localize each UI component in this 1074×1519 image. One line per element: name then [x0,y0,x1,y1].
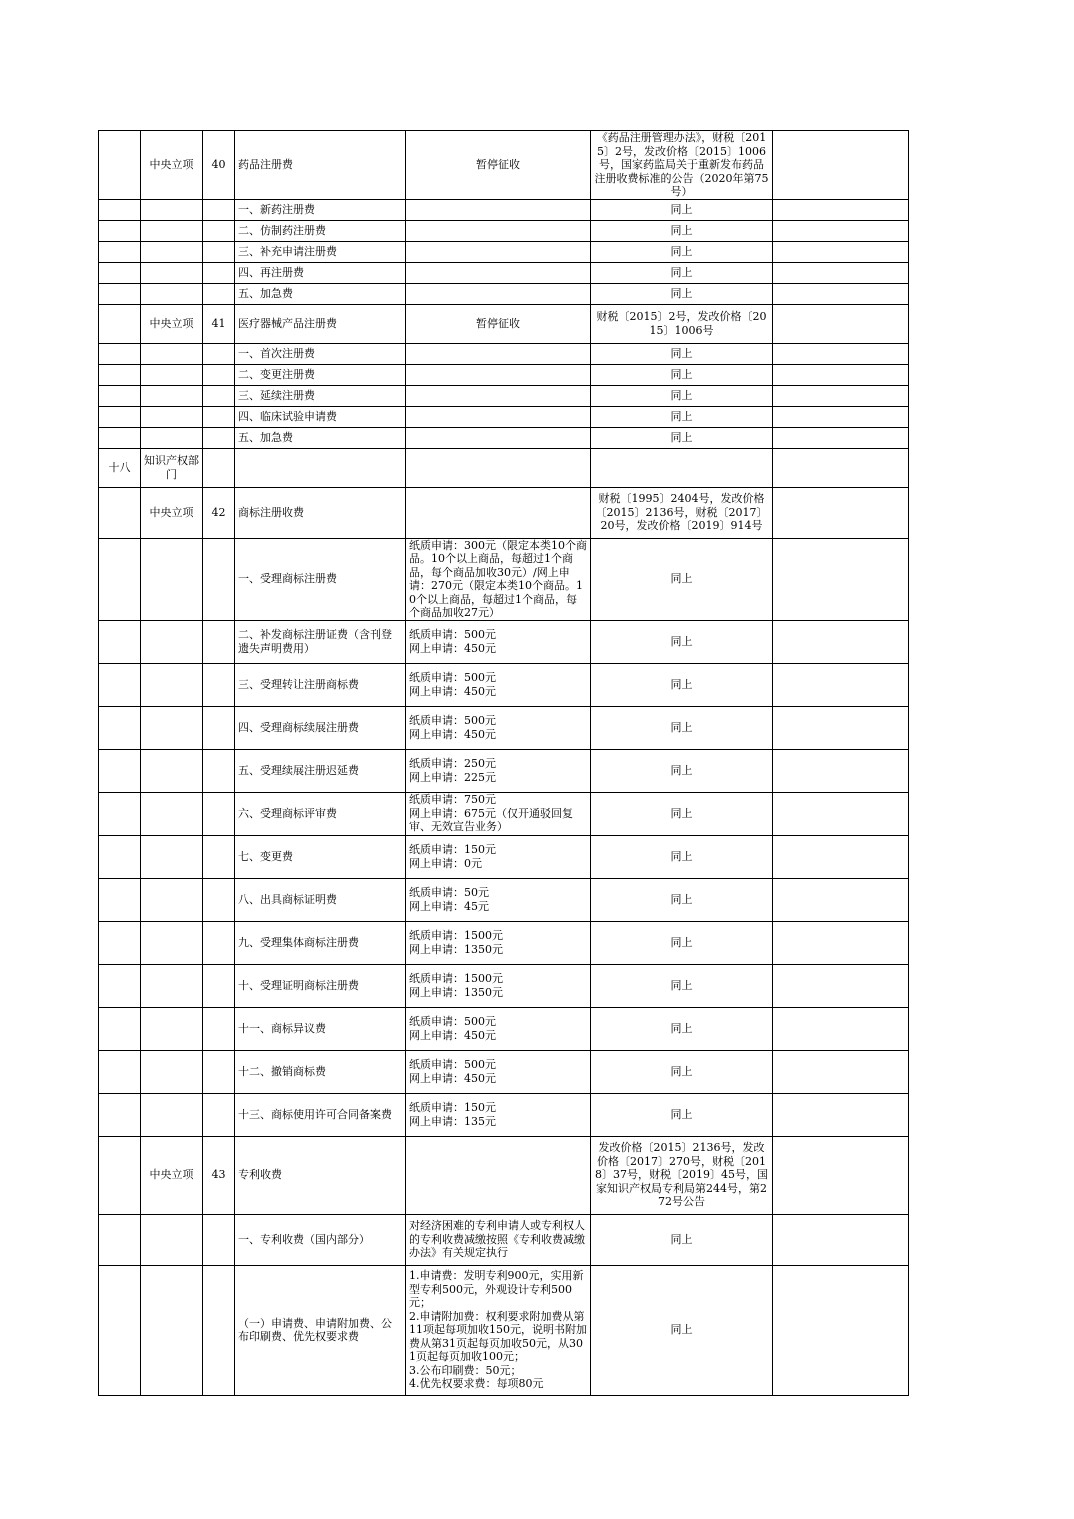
seq-cell [99,241,141,262]
table-row [99,262,909,283]
category-cell [141,262,203,283]
category-cell [141,385,203,406]
item-number-cell [203,706,235,749]
fee-name-cell: 一、首次注册费 [235,343,406,364]
fee-name-cell: 四、受理商标续展注册费 [235,706,406,749]
note-cell [773,878,909,921]
item-number-cell [203,364,235,385]
seq-cell [99,1136,141,1214]
item-number-cell [203,220,235,241]
table-row [99,385,909,406]
table-row [99,304,909,343]
seq-cell [99,220,141,241]
category-cell: 中央立项 [141,131,203,200]
item-number-cell [203,1214,235,1265]
category-cell [141,343,203,364]
item-number-cell [203,385,235,406]
standard-cell [406,427,591,448]
basis-cell: 发改价格〔2015〕2136号，发改价格〔2017〕270号，财税〔2018〕37号，财税〔2019〕45号，国家知识产权局专利局第244号，第272号公告 [591,1136,773,1214]
table-row [99,878,909,921]
basis-cell: 同上 [591,706,773,749]
seq-cell [99,835,141,878]
fee-name-cell: 二、补发商标注册证费（含刊登遗失声明费用） [235,620,406,663]
table-row [99,199,909,220]
fee-name-cell: 四、临床试验申请费 [235,406,406,427]
standard-cell [406,262,591,283]
note-cell [773,283,909,304]
standard-cell [406,448,591,487]
item-number-cell [203,835,235,878]
item-number-cell [203,1093,235,1136]
item-number-cell [203,921,235,964]
item-number-cell [203,241,235,262]
fee-name-cell: 八、出具商标证明费 [235,878,406,921]
standard-cell: 纸质申请：150元 网上申请：0元 [406,835,591,878]
note-cell [773,448,909,487]
category-cell [141,878,203,921]
note-cell [773,1136,909,1214]
item-number-cell [203,406,235,427]
note-cell [773,406,909,427]
table-row [99,1214,909,1265]
item-number-cell [203,663,235,706]
table-row [99,283,909,304]
fee-name-cell: 专利收费 [235,1136,406,1214]
note-cell [773,199,909,220]
seq-cell [99,1050,141,1093]
seq-cell [99,878,141,921]
fee-name-cell: 十三、商标使用许可合同备案费 [235,1093,406,1136]
category-cell [141,706,203,749]
standard-cell: 纸质申请：150元 网上申请：135元 [406,1093,591,1136]
seq-cell [99,1093,141,1136]
item-number-cell: 40 [203,131,235,200]
standard-cell [406,406,591,427]
note-cell [773,921,909,964]
note-cell [773,964,909,1007]
fee-name-cell: 三、延续注册费 [235,385,406,406]
fee-name-cell: 十二、撤销商标费 [235,1050,406,1093]
standard-cell: 纸质申请：500元 网上申请：450元 [406,620,591,663]
category-cell [141,921,203,964]
standard-cell: 纸质申请：750元 网上申请：675元（仅开通驳回复审、无效宣告业务） [406,792,591,835]
table-row [99,131,909,200]
seq-cell [99,427,141,448]
note-cell [773,1093,909,1136]
fee-table [98,130,909,1396]
category-cell [141,1265,203,1395]
standard-cell: 纸质申请：250元 网上申请：225元 [406,749,591,792]
item-number-cell [203,792,235,835]
item-number-cell [203,199,235,220]
standard-cell [406,487,591,538]
standard-cell: 暂停征收 [406,131,591,200]
basis-cell: 《药品注册管理办法》，财税〔2015〕2号，发改价格〔2015〕1006号，国家药监局关于重新发布药品注册收费标准的公告（2020年第75号） [591,131,773,200]
fee-name-cell: （一）申请费、申请附加费、公布印刷费、优先权要求费 [235,1265,406,1395]
category-cell: 知识产权部门 [141,448,203,487]
basis-cell: 同上 [591,538,773,620]
table-row [99,1093,909,1136]
seq-cell: 十八 [99,448,141,487]
category-cell [141,283,203,304]
basis-cell: 同上 [591,241,773,262]
fee-name-cell: 七、变更费 [235,835,406,878]
category-cell [141,220,203,241]
table-row [99,835,909,878]
category-cell [141,964,203,1007]
table-row [99,241,909,262]
category-cell [141,663,203,706]
note-cell [773,792,909,835]
note-cell [773,1214,909,1265]
basis-cell: 同上 [591,199,773,220]
table-row [99,792,909,835]
fee-name-cell: 一、受理商标注册费 [235,538,406,620]
note-cell [773,1050,909,1093]
seq-cell [99,1265,141,1395]
note-cell [773,663,909,706]
note-cell [773,131,909,200]
fee-name-cell: 一、新药注册费 [235,199,406,220]
seq-cell [99,1214,141,1265]
item-number-cell [203,1007,235,1050]
standard-cell: 纸质申请：1500元 网上申请：1350元 [406,921,591,964]
fee-name-cell: 十一、商标异议费 [235,1007,406,1050]
table-row [99,964,909,1007]
basis-cell: 同上 [591,878,773,921]
table-row [99,448,909,487]
item-number-cell: 43 [203,1136,235,1214]
category-cell [141,1093,203,1136]
note-cell [773,749,909,792]
basis-cell: 同上 [591,262,773,283]
seq-cell [99,921,141,964]
standard-cell [406,343,591,364]
item-number-cell [203,262,235,283]
seq-cell [99,749,141,792]
table-row [99,921,909,964]
basis-cell: 财税〔2015〕2号，发改价格〔2015〕1006号 [591,304,773,343]
category-cell [141,835,203,878]
basis-cell: 同上 [591,964,773,1007]
table-row [99,663,909,706]
fee-name-cell: 六、受理商标评审费 [235,792,406,835]
basis-cell: 同上 [591,1265,773,1395]
category-cell [141,199,203,220]
standard-cell: 纸质申请：500元 网上申请：450元 [406,1007,591,1050]
basis-cell: 同上 [591,1214,773,1265]
standard-cell: 纸质申请：300元（限定本类10个商品。10个以上商品，每超过1个商品，每个商品加收30元）/网上申请：270元（限定本类10个商品。10个以上商品，每超过1个商品，每个商品加收27元） [406,538,591,620]
table-row [99,343,909,364]
category-cell: 中央立项 [141,304,203,343]
basis-cell: 同上 [591,620,773,663]
standard-cell: 1.申请费：发明专利900元，实用新型专利500元，外观设计专利500元； 2.申请附加费：权利要求附加费从第11项起每项加收150元，说明书附加费从第31页起每页加收50元，从301页起每页加收100元； 3.公布印刷费：50元； 4.优先权要求费：每项80元 [406,1265,591,1395]
note-cell [773,427,909,448]
seq-cell [99,199,141,220]
fee-name-cell: 三、补充申请注册费 [235,241,406,262]
seq-cell [99,406,141,427]
standard-cell: 纸质申请：50元 网上申请：45元 [406,878,591,921]
category-cell [141,406,203,427]
fee-name-cell: 四、再注册费 [235,262,406,283]
note-cell [773,241,909,262]
basis-cell: 同上 [591,1093,773,1136]
standard-cell [406,220,591,241]
seq-cell [99,706,141,749]
standard-cell: 纸质申请：1500元 网上申请：1350元 [406,964,591,1007]
category-cell [141,792,203,835]
seq-cell [99,620,141,663]
seq-cell [99,487,141,538]
item-number-cell [203,448,235,487]
table-row [99,220,909,241]
table-row [99,1050,909,1093]
basis-cell: 同上 [591,1007,773,1050]
item-number-cell [203,283,235,304]
item-number-cell [203,538,235,620]
item-number-cell [203,620,235,663]
item-number-cell: 41 [203,304,235,343]
standard-cell: 暂停征收 [406,304,591,343]
category-cell [141,1050,203,1093]
standard-cell [406,364,591,385]
category-cell [141,364,203,385]
standard-cell: 纸质申请：500元 网上申请：450元 [406,1050,591,1093]
table-row [99,1265,909,1395]
category-cell [141,620,203,663]
category-cell [141,1007,203,1050]
note-cell [773,1265,909,1395]
fee-name-cell: 五、加急费 [235,283,406,304]
standard-cell [406,241,591,262]
standard-cell [406,199,591,220]
seq-cell [99,364,141,385]
standard-cell [406,283,591,304]
note-cell [773,1007,909,1050]
category-cell [141,427,203,448]
fee-name-cell: 一、专利收费（国内部分） [235,1214,406,1265]
seq-cell [99,964,141,1007]
basis-cell: 财税〔1995〕2404号，发改价格〔2015〕2136号，财税〔2017〕20号，发改价格〔2019〕914号 [591,487,773,538]
standard-cell: 对经济困难的专利申请人或专利权人的专利收费减缴按照《专利收费减缴办法》有关规定执行 [406,1214,591,1265]
fee-name-cell: 十、受理证明商标注册费 [235,964,406,1007]
basis-cell: 同上 [591,220,773,241]
seq-cell [99,304,141,343]
fee-name-cell: 九、受理集体商标注册费 [235,921,406,964]
note-cell [773,385,909,406]
seq-cell [99,1007,141,1050]
item-number-cell [203,878,235,921]
standard-cell [406,1136,591,1214]
basis-cell: 同上 [591,427,773,448]
fee-name-cell [235,448,406,487]
note-cell [773,706,909,749]
item-number-cell [203,1265,235,1395]
item-number-cell [203,964,235,1007]
note-cell [773,220,909,241]
fee-name-cell: 五、加急费 [235,427,406,448]
fee-name-cell: 二、变更注册费 [235,364,406,385]
category-cell: 中央立项 [141,1136,203,1214]
fee-name-cell: 商标注册收费 [235,487,406,538]
table-row [99,364,909,385]
basis-cell: 同上 [591,792,773,835]
note-cell [773,364,909,385]
basis-cell: 同上 [591,385,773,406]
item-number-cell: 42 [203,487,235,538]
basis-cell: 同上 [591,343,773,364]
table-row [99,487,909,538]
note-cell [773,538,909,620]
basis-cell: 同上 [591,406,773,427]
table-row [99,427,909,448]
fee-name-cell: 二、仿制药注册费 [235,220,406,241]
seq-cell [99,283,141,304]
basis-cell: 同上 [591,749,773,792]
basis-cell: 同上 [591,921,773,964]
item-number-cell [203,749,235,792]
basis-cell: 同上 [591,364,773,385]
note-cell [773,304,909,343]
fee-name-cell: 五、受理续展注册迟延费 [235,749,406,792]
note-cell [773,262,909,283]
basis-cell: 同上 [591,283,773,304]
basis-cell: 同上 [591,663,773,706]
category-cell [141,241,203,262]
fee-name-cell: 药品注册费 [235,131,406,200]
table-row [99,706,909,749]
table-row [99,1136,909,1214]
seq-cell [99,792,141,835]
item-number-cell [203,343,235,364]
note-cell [773,620,909,663]
table-row [99,406,909,427]
table-row [99,538,909,620]
note-cell [773,343,909,364]
table-row [99,749,909,792]
item-number-cell [203,427,235,448]
fee-table-body [99,131,909,1396]
table-row [99,620,909,663]
basis-cell [591,448,773,487]
basis-cell: 同上 [591,1050,773,1093]
seq-cell [99,385,141,406]
note-cell [773,835,909,878]
standard-cell [406,385,591,406]
note-cell [773,487,909,538]
standard-cell: 纸质申请：500元 网上申请：450元 [406,663,591,706]
category-cell [141,749,203,792]
basis-cell: 同上 [591,835,773,878]
seq-cell [99,663,141,706]
category-cell [141,538,203,620]
category-cell [141,1214,203,1265]
item-number-cell [203,1050,235,1093]
standard-cell: 纸质申请：500元 网上申请：450元 [406,706,591,749]
table-row [99,1007,909,1050]
seq-cell [99,538,141,620]
fee-name-cell: 三、受理转让注册商标费 [235,663,406,706]
category-cell: 中央立项 [141,487,203,538]
fee-name-cell: 医疗器械产品注册费 [235,304,406,343]
seq-cell [99,343,141,364]
seq-cell [99,262,141,283]
seq-cell [99,131,141,200]
